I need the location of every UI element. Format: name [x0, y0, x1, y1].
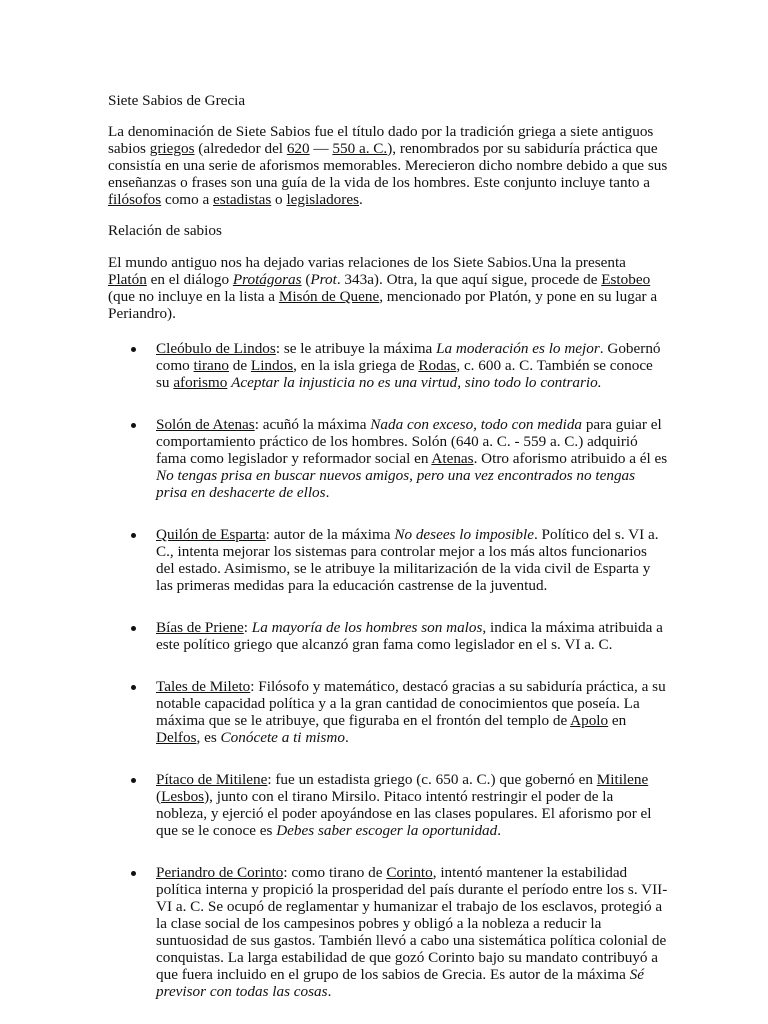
bullet-icon: [131, 423, 136, 428]
link-solon-de-atenas[interactable]: Solón de Atenas: [156, 416, 255, 433]
document-title: Siete Sabios de Grecia: [108, 92, 246, 109]
bullet-icon: [131, 778, 136, 783]
link-delfos[interactable]: Delfos: [156, 729, 197, 746]
section-heading: Relación de sabios: [108, 222, 222, 239]
link-tales-de-mileto[interactable]: Tales de Mileto: [156, 678, 251, 695]
link-estobeo[interactable]: Estobeo: [601, 271, 651, 288]
link-atenas[interactable]: Atenas: [431, 450, 474, 467]
list-item-solon: Solón de Atenas: acuñó la máxima Nada con exceso, todo con medida para guiar el comportamiento práctico de los hombres. Solón (640 a. C. - 559 a. C.) adquirió fama como legislador y reformador social en Atenas. Otro aforismo atribuido a él es No tengas prisa en buscar nuevos amigos, pero una vez encontrados no tengas prisa en deshacerte de ellos.: [108, 416, 668, 501]
bullet-icon: [131, 626, 136, 631]
list-item-quilon: Quilón de Esparta: autor de la máxima No desees lo imposible. Político del s. VI a. C., intenta mejorar los sistemas para controlar mejor a los más altos funcionarios del estado. Asimismo, se le atribuye la militarización de la vida civil de Esparta y las primeras medidas para la educación castrense de la juventud.: [108, 526, 668, 594]
sabios-list: [108, 340, 668, 1000]
bullet-icon: [131, 685, 136, 690]
link-aforismo[interactable]: aforismo: [173, 374, 228, 391]
link-bias-de-priene[interactable]: Bías de Priene: [156, 619, 244, 636]
document-body: [108, 92, 668, 1000]
link-legisladores[interactable]: legisladores: [286, 191, 359, 208]
link-estadistas[interactable]: estadistas: [213, 191, 272, 208]
list-item-periandro: Periandro de Corinto: como tirano de Corinto, intentó mantener la estabilidad política interna y propició la prosperidad del país durante el período entre los s. VII-VI a. C. Se ocupó de reglamentar y humanizar el trabajo de los esclavos, protegió a la clase social de los campesinos pobres y obligó a la nobleza a reducir la suntuosidad de sus gastos. También llevó a cabo una sistemática política colonial de conquistas. La larga estabilidad de que gozó Corinto bajo su mandato contribuyó a que fuera incluido en el grupo de los sabios de Grecia. Es autor de la máxima Sé previsor con todas las cosas.: [108, 864, 668, 1000]
bullet-icon: [131, 347, 136, 352]
link-tirano[interactable]: tirano: [193, 357, 229, 374]
link-apolo[interactable]: Apolo: [570, 712, 609, 729]
list-item-tales: Tales de Mileto: Filósofo y matemático, destacó gracias a su sabiduría práctica, a su notable capacidad política y a la gran cantidad de conocimientos que poseía. La máxima que se le atribuye, que figuraba en el frontón del templo de Apolo en Delfos, es Conócete a ti mismo.: [108, 678, 668, 746]
link-quilon-de-esparta[interactable]: Quilón de Esparta: [156, 526, 266, 543]
link-periandro-de-corinto[interactable]: Periandro de Corinto: [156, 864, 284, 881]
list-item-cleobulo: Cleóbulo de Lindos: se le atribuye la máxima La moderación es lo mejor. Gobernó como tirano de Lindos, en la isla griega de Rodas, c. 600 a. C. También se conoce su aforismo Aceptar la injusticia no es una virtud, sino todo lo contrario.: [108, 340, 668, 391]
link-cleobulo-de-lindos[interactable]: Cleóbulo de Lindos: [156, 340, 276, 357]
link-platon[interactable]: Platón: [108, 271, 147, 288]
link-lesbos[interactable]: Lesbos: [161, 788, 205, 805]
relacion-paragraph: El mundo antiguo nos ha dejado varias relaciones de los Siete Sabios.Una la presenta Platón en el diálogo Protágoras (Prot. 343a). Otra, la que aquí sigue, procede de Estobeo (que no incluye en la lista a Misón de Quene, mencionado por Platón, y pone en su lugar a Periandro).: [108, 254, 658, 322]
link-550-ac[interactable]: 550 a. C.: [332, 140, 388, 157]
link-corinto[interactable]: Corinto: [386, 864, 433, 881]
link-filosofos[interactable]: filósofos: [108, 191, 162, 208]
list-item-pitaco: Pítaco de Mitilene: fue un estadista griego (c. 650 a. C.) que gobernó en Mitilene (Lesbos), junto con el tirano Mirsilo. Pitaco intentó restringir el poder de la nobleza, y ejerció el poder apoyándose en las clases populares. El aforismo por el que se le conoce es Debes saber escoger la oportunidad.: [108, 771, 668, 839]
intro-paragraph: La denominación de Siete Sabios fue el título dado por la tradición griega a siete antiguos sabios griegos (alrededor del 620 — 550 a. C.), renombrados por su sabiduría práctica que consistía en una serie de aforismos memorables. Merecieron dicho nombre debido a que sus enseñanzas o frases son una guía de la vida de los hombres. Este conjunto incluye tanto a filósofos como a estadistas o legisladores.: [108, 123, 668, 208]
link-mitilene[interactable]: Mitilene: [596, 771, 649, 788]
link-mison-de-quene[interactable]: Misón de Quene: [278, 288, 380, 305]
list-item-bias: Bías de Priene: La mayoría de los hombres son malos, indica la máxima atribuida a este político griego que alcanzó gran fama como legislador en el s. VI a. C.: [108, 619, 668, 653]
bullet-icon: [131, 871, 136, 876]
bullet-icon: [131, 533, 136, 538]
link-rodas[interactable]: Rodas: [418, 357, 457, 374]
link-pitaco-de-mitilene[interactable]: Pítaco de Mitilene: [156, 771, 268, 788]
link-lindos[interactable]: Lindos: [250, 357, 294, 374]
link-griegos[interactable]: griegos: [149, 140, 195, 157]
link-protagoras[interactable]: Protágoras: [232, 271, 302, 288]
link-620[interactable]: 620: [286, 140, 310, 157]
